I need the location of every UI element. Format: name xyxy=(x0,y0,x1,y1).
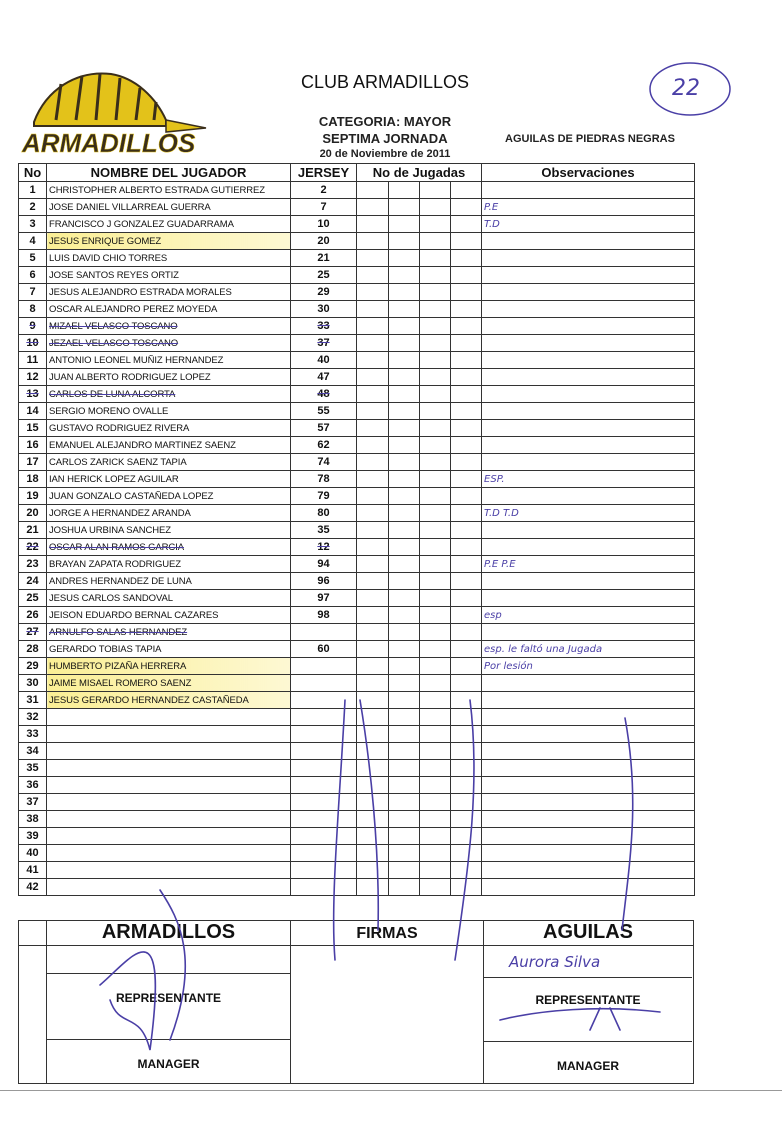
col-header-plays: No de Jugadas xyxy=(357,164,482,182)
observation-cell: P.E P.E xyxy=(482,556,695,573)
jersey-number: 94 xyxy=(291,556,357,573)
row-number: 16 xyxy=(19,437,47,454)
player-name: HUMBERTO PIZAÑA HERRERA xyxy=(47,658,291,675)
player-name: JESUS GERARDO HERNANDEZ CASTAÑEDA xyxy=(47,692,291,709)
row-number: 23 xyxy=(19,556,47,573)
opponent-label: AGUILAS DE PIEDRAS NEGRAS xyxy=(505,133,675,145)
row-number: 7 xyxy=(19,284,47,301)
jersey-number: 78 xyxy=(291,471,357,488)
sig-right-manager: MANAGER xyxy=(557,1059,619,1073)
player-name: JEISON EDUARDO BERNAL CAZARES xyxy=(47,607,291,624)
sig-left-representative: REPRESENTANTE xyxy=(115,991,222,1005)
row-number: 9 xyxy=(19,318,47,335)
row-number: 37 xyxy=(19,794,47,811)
sig-right-representative: REPRESENTANTE xyxy=(535,993,641,1007)
jersey-number: 47 xyxy=(291,369,357,386)
page-edge xyxy=(0,1090,782,1091)
jersey-number: 30 xyxy=(291,301,357,318)
col-header-no: No xyxy=(19,164,47,182)
player-name: JUAN GONZALO CASTAÑEDA LOPEZ xyxy=(47,488,291,505)
row-number: 10 xyxy=(19,335,47,352)
player-name: ARNULFO SALAS HERNANDEZ xyxy=(47,624,291,641)
player-name: EMANUEL ALEJANDRO MARTINEZ SAENZ xyxy=(47,437,291,454)
row-number: 11 xyxy=(19,352,47,369)
observation-cell: ESP. xyxy=(482,471,695,488)
row-number: 4 xyxy=(19,233,47,250)
col-header-observations: Observaciones xyxy=(482,164,695,182)
player-name: CARLOS DE LUNA ALCORTA xyxy=(47,386,291,403)
row-number: 22 xyxy=(19,539,47,556)
observation-cell: Por lesión xyxy=(482,658,695,675)
row-number: 15 xyxy=(19,420,47,437)
page-title: CLUB ARMADILLOS xyxy=(300,72,470,92)
row-number: 42 xyxy=(19,879,47,896)
player-name: CHRISTOPHER ALBERTO ESTRADA GUTIERREZ xyxy=(47,182,291,199)
row-number: 31 xyxy=(19,692,47,709)
page-number-handwritten: 22 xyxy=(672,76,700,101)
jersey-number: 40 xyxy=(291,352,357,369)
jersey-number: 57 xyxy=(291,420,357,437)
row-number: 20 xyxy=(19,505,47,522)
observation-cell: esp. le faltó una Jugada xyxy=(482,641,695,658)
row-number: 18 xyxy=(19,471,47,488)
row-number: 19 xyxy=(19,488,47,505)
row-number: 13 xyxy=(19,386,47,403)
jersey-number: 37 xyxy=(291,335,357,352)
jersey-number: 7 xyxy=(291,199,357,216)
sig-left-manager: MANAGER xyxy=(137,1057,200,1071)
row-number: 28 xyxy=(19,641,47,658)
row-number: 17 xyxy=(19,454,47,471)
jersey-number: 20 xyxy=(291,233,357,250)
player-name: JORGE A HERNANDEZ ARANDA xyxy=(47,505,291,522)
jersey-number: 97 xyxy=(291,590,357,607)
observation-cell: T.D xyxy=(482,216,695,233)
row-number: 41 xyxy=(19,862,47,879)
row-number: 36 xyxy=(19,777,47,794)
row-number: 32 xyxy=(19,709,47,726)
aguilas-signed-name: Aurora Silva xyxy=(509,953,601,971)
row-number: 6 xyxy=(19,267,47,284)
player-name: OSCAR ALEJANDRO PEREZ MOYEDA xyxy=(47,301,291,318)
row-number: 40 xyxy=(19,845,47,862)
jersey-number: 21 xyxy=(291,250,357,267)
jersey-number: 12 xyxy=(291,539,357,556)
row-number: 12 xyxy=(19,369,47,386)
player-name: JOSE SANTOS REYES ORTIZ xyxy=(47,267,291,284)
observation-cell: T.D T.D xyxy=(482,505,695,522)
jersey-number: 48 xyxy=(291,386,357,403)
jersey-number: 55 xyxy=(291,403,357,420)
player-name: ANDRES HERNANDEZ DE LUNA xyxy=(47,573,291,590)
category-label: CATEGORIA: MAYOR xyxy=(318,114,452,129)
player-name: ANTONIO LEONEL MUÑIZ HERNANDEZ xyxy=(47,352,291,369)
row-number: 5 xyxy=(19,250,47,267)
date-label: 20 de Noviembre de 2011 xyxy=(319,148,451,160)
player-name: BRAYAN ZAPATA RODRIGUEZ xyxy=(47,556,291,573)
jersey-number: 79 xyxy=(291,488,357,505)
player-name: SERGIO MORENO OVALLE xyxy=(47,403,291,420)
row-number: 21 xyxy=(19,522,47,539)
jersey-number: 62 xyxy=(291,437,357,454)
row-number: 24 xyxy=(19,573,47,590)
player-name: LUIS DAVID CHIO TORRES xyxy=(47,250,291,267)
player-name: JEZAEL VELASCO TOSCANO xyxy=(47,335,291,352)
player-name: CARLOS ZARICK SAENZ TAPIA xyxy=(47,454,291,471)
row-number: 1 xyxy=(19,182,47,199)
row-number: 8 xyxy=(19,301,47,318)
jersey-number: 2 xyxy=(291,182,357,199)
player-name: OSCAR ALAN RAMOS GARCIA xyxy=(47,539,291,556)
row-number: 14 xyxy=(19,403,47,420)
row-number: 29 xyxy=(19,658,47,675)
jersey-number: 60 xyxy=(291,641,357,658)
row-number: 27 xyxy=(19,624,47,641)
player-name: GUSTAVO RODRIGUEZ RIVERA xyxy=(47,420,291,437)
player-name: JESUS ENRIQUE GOMEZ xyxy=(47,233,291,250)
jersey-number: 25 xyxy=(291,267,357,284)
jersey-number: 98 xyxy=(291,607,357,624)
round-label: SEPTIMA JORNADA xyxy=(322,131,448,146)
jersey-number: 33 xyxy=(291,318,357,335)
player-name: JESUS ALEJANDRO ESTRADA MORALES xyxy=(47,284,291,301)
player-name: JESUS CARLOS SANDOVAL xyxy=(47,590,291,607)
observation-cell: esp xyxy=(482,607,695,624)
observation-cell: P.E xyxy=(482,199,695,216)
jersey-number: 96 xyxy=(291,573,357,590)
logo-text: ARMADILLOS xyxy=(22,128,196,158)
col-header-name: NOMBRE DEL JUGADOR xyxy=(47,164,291,182)
row-number: 35 xyxy=(19,760,47,777)
row-number: 26 xyxy=(19,607,47,624)
row-number: 34 xyxy=(19,743,47,760)
jersey-number: 80 xyxy=(291,505,357,522)
player-name: MIZAEL VELASCO TOSCANO xyxy=(47,318,291,335)
player-name: IAN HERICK LOPEZ AGUILAR xyxy=(47,471,291,488)
player-name: JUAN ALBERTO RODRIGUEZ LOPEZ xyxy=(47,369,291,386)
row-number: 2 xyxy=(19,199,47,216)
row-number: 3 xyxy=(19,216,47,233)
row-number: 30 xyxy=(19,675,47,692)
row-number: 33 xyxy=(19,726,47,743)
player-name: GERARDO TOBIAS TAPIA xyxy=(47,641,291,658)
jersey-number: 35 xyxy=(291,522,357,539)
row-number: 38 xyxy=(19,811,47,828)
player-name: JOSHUA URBINA SANCHEZ xyxy=(47,522,291,539)
player-name: FRANCISCO J GONZALEZ GUADARRAMA xyxy=(47,216,291,233)
jersey-number: 10 xyxy=(291,216,357,233)
jersey-number: 29 xyxy=(291,284,357,301)
col-header-jersey: JERSEY xyxy=(291,164,357,182)
sig-firmas: FIRMAS xyxy=(356,925,418,942)
player-name: JAIME MISAEL ROMERO SAENZ xyxy=(47,675,291,692)
player-name: JOSE DANIEL VILLARREAL GUERRA xyxy=(47,199,291,216)
sig-left-team: ARMADILLOS xyxy=(101,921,236,943)
sig-right-team: AGUILAS xyxy=(543,921,633,943)
row-number: 39 xyxy=(19,828,47,845)
jersey-number: 74 xyxy=(291,454,357,471)
row-number: 25 xyxy=(19,590,47,607)
